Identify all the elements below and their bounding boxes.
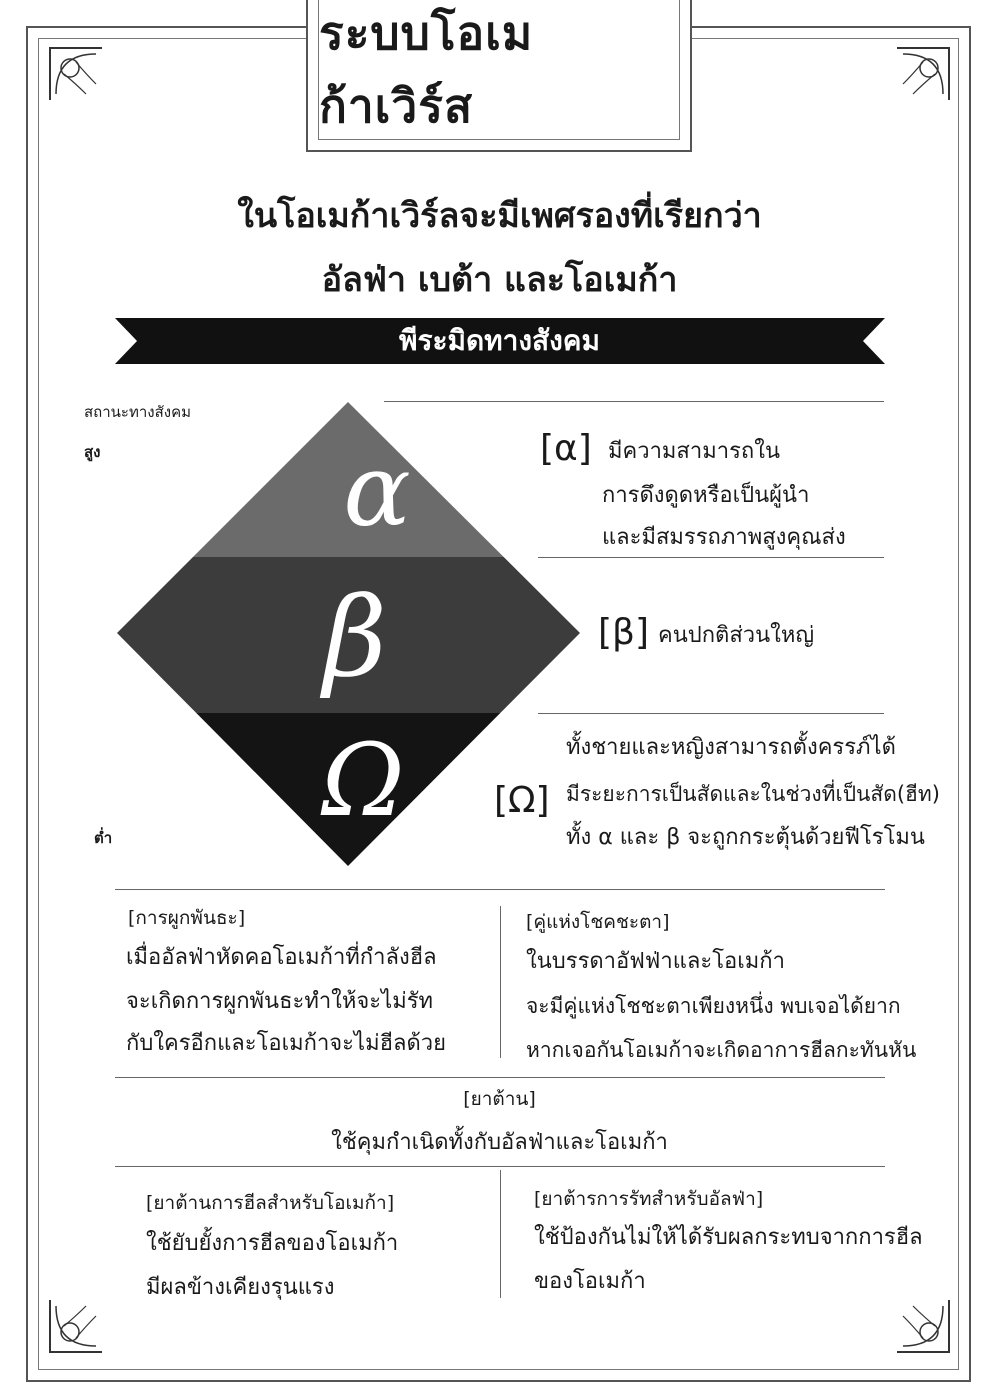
corner-ornament-icon [46,44,106,104]
alpha-line-2: การดึงดูดหรือเป็นผู้นำ [602,483,810,508]
high-label: สูง [84,443,101,461]
medicine-heading: [ยาต้าน] [463,1088,536,1110]
alpha-line-1: มีความสามารถใน [608,439,780,464]
alpha-letter: α [343,432,411,549]
suppress-alpha-heading: [ยาต้ารการรัทสำหรับอัลฟ่า] [534,1188,764,1210]
alpha-symbol: [α] [540,428,592,469]
rule-top [384,401,884,402]
medicine-text: ใช้คุมกำเนิดทั้งกับอัลฟ่าและโอเมก้า [331,1130,668,1155]
corner-ornament-icon [893,44,953,104]
fated-heading: [คู่แห่งโชคชะตา] [526,911,670,933]
omega-line-1: ทั้งชายและหญิงสามารถตั้งครรภ์ได้ [566,735,896,760]
bonding-line-3: กับใครอีกและโอเมก้าจะไม่ฮีลด้วย [126,1031,447,1056]
beta-text: คนปกติส่วนใหญ่ [658,623,815,648]
divider-bonding-fated [500,906,501,1058]
bonding-line-2: จะเกิดการผูกพันธะทำให้จะไม่รัท [126,989,434,1014]
axis-title: สถานะทางสังคม [84,403,192,421]
beta-letter: β [323,573,387,701]
fated-line-1: ในบรรดาอัฟฟ่าและโอเมก้า [526,949,785,974]
fated-line-3: หากเจอกันโอเมก้าจะเกิดอาการฮีลกะทันหัน [526,1038,917,1062]
rule-beta-omega [538,713,884,714]
corner-ornament-icon [46,1296,106,1356]
divider-suppressants [500,1170,501,1298]
suppress-omega-line-1: ใช้ยับยั้งการฮีลของโอเมก้า [146,1231,399,1256]
suppress-omega-heading: [ยาต้านการฮีลสำหรับโอเมก้า] [146,1192,395,1214]
suppress-alpha-line-2: ของโอเมก้า [534,1269,646,1294]
omega-symbol: [Ω] [494,780,550,821]
rule-medicine-top [115,1077,885,1078]
omega-letter: Ω [321,722,405,839]
suppress-omega-line-2: มีผลข้างเคียงรุนแรง [146,1275,335,1300]
alpha-line-3: และมีสมรรถภาพสูงคุณส่ง [602,525,846,550]
title-box [318,0,680,140]
fated-line-2: จะมีคู่แห่งโชชะตาเพียงหนึ่ง พบเจอได้ยาก [526,994,901,1018]
headline-line-2: อัลฟ่า เบต้า และโอเมก้า [321,260,678,300]
headline-line-1: ในโอเมก้าเวิร์ลจะมีเพศรองที่เรียกว่า [237,196,762,236]
omega-line-2: มีระยะการเป็นสัดและในช่วงที่เป็นสัด(ฮีท) [566,782,940,806]
bonding-line-1: เมื่ออัลฟ่าหัดคอโอเมก้าที่กำลังฮีล [126,945,437,970]
page-title: ระบบโอเมก้าเวิร์ส [319,5,534,133]
bonding-heading: [การผูกพันธะ] [128,907,246,929]
suppress-alpha-line-1: ใช้ป้องกันไม่ให้ได้รับผลกระทบจากการฮีล [534,1225,923,1250]
rule-bonding-top [115,889,885,890]
rule-medicine-bottom [115,1166,885,1167]
omega-line-3: ทั้ง α และ β จะถูกกระตุ้นด้วยฟีโรโมน [566,825,925,850]
corner-ornament-icon [893,1296,953,1356]
banner-title: พีระมิดทางสังคม [399,324,600,357]
low-label: ต่ำ [94,829,113,847]
beta-symbol: [β] [598,612,650,653]
